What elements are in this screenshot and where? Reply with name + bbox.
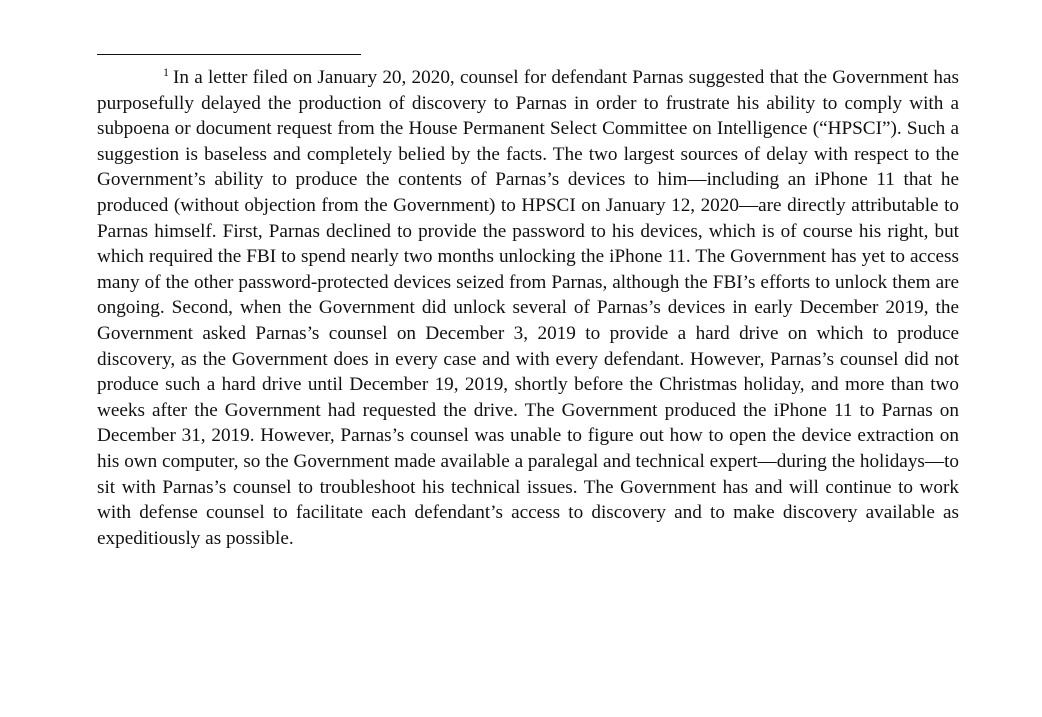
footnote <box>97 65 959 551</box>
footnote-separator-rule <box>97 54 361 55</box>
footnote-text: In a letter filed on January 20, 2020, counsel for defendant Parnas suggested that the Government has purposefully delayed the production of discovery to Parnas in order to frustrate his ability to comply with a subpoena or document request from the House Permanent Select Committee on Intelligence (“HPSCI”). Such a suggestion is baseless and completely belied by the facts. The two largest sources of delay with respect to the Government’s ability to produce the contents of Parnas’s devices to him—including an iPhone 11 that he produced (without objection from the Government) to HPSCI on January 12, 2020—are directly attributable to Parnas himself. First, Parnas declined to provide the password to his devices, which is of course his right, but which required the FBI to spend nearly two months unlocking the iPhone 11. The Government has yet to access many of the other password-protected devices seized from Parnas, although the FBI’s efforts to unlock them are ongoing. Second, when the Government did unlock several of Parnas’s devices in early December 2019, the Government asked Parnas’s counsel on December 3, 2019 to provide a hard drive on which to produce discovery, as the Government does in every case and with every defendant. However, Parnas’s counsel did not produce such a hard drive until December 19, 2019, shortly before the Christmas holiday, and more than two weeks after the Government had requested the drive. The Government produced the iPhone 11 to Parnas on December 31, 2019. However, Parnas’s counsel was unable to figure out how to open the device extraction on his own computer, so the Government made available a paralegal and technical expert—during the holidays—to sit with Parnas’s counsel to troubleshoot his technical issues. The Government has and will continue to work with defense counsel to facilitate each defendant’s access to discovery and to make discovery available as expeditiously as possible. <box>97 67 959 549</box>
footnote-number: 1 <box>163 65 169 79</box>
